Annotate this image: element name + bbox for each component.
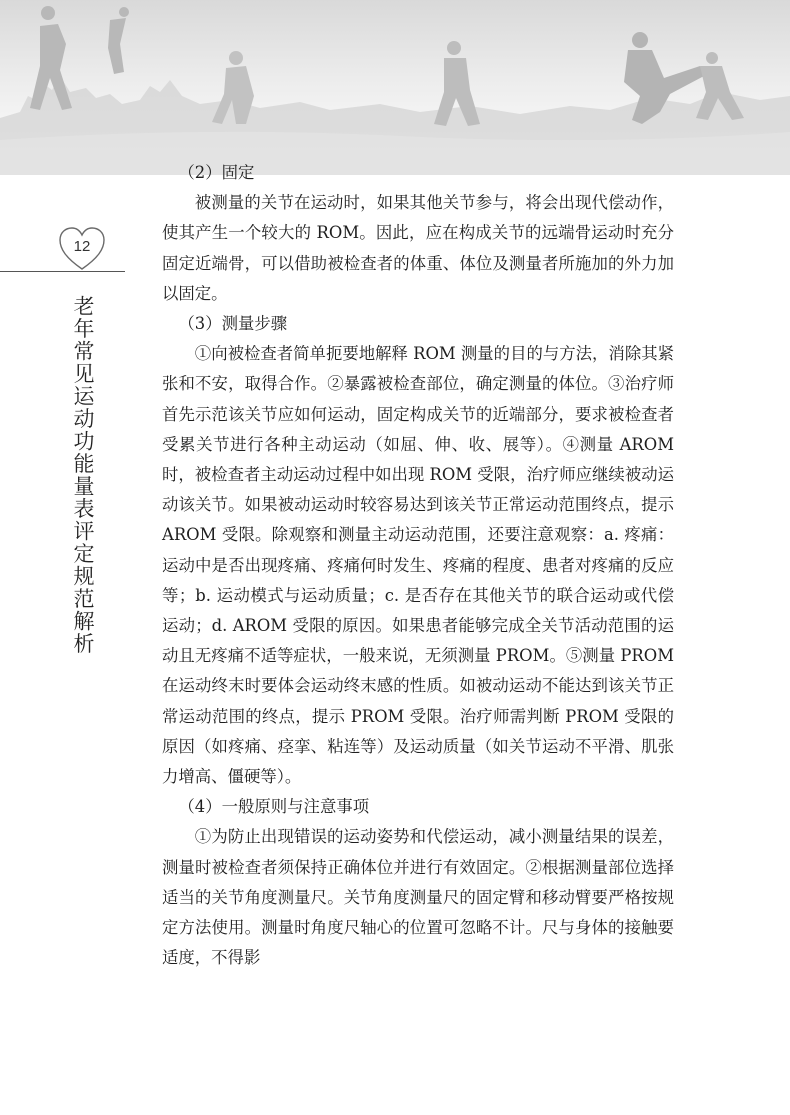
page-number-badge bbox=[58, 226, 106, 272]
header-banner bbox=[0, 0, 790, 175]
section-heading: （3）测量步骤 bbox=[178, 314, 288, 334]
sports-silhouette-decoration bbox=[0, 0, 790, 175]
section-heading: （4）一般原则与注意事项 bbox=[178, 797, 370, 817]
paragraph: 被测量的关节在运动时，如果其他关节参与，将会出现代偿动作，使其产生一个较大的 ROM。因此，应在构成关节的远端骨运动时充分固定近端骨，可以借助被检查者的体重、体位及测量者所施加的外力加以固定。 bbox=[162, 193, 674, 303]
side-divider bbox=[0, 271, 125, 272]
section-heading: （2）固定 bbox=[178, 163, 255, 182]
page-number: 12 bbox=[73, 238, 91, 255]
main-text bbox=[162, 158, 674, 973]
book-title: 老年常见运动功能量表评定规范解析 bbox=[71, 295, 95, 655]
paragraph: ①为防止出现错误的运动姿势和代偿运动，减小测量结果的误差，测量时被检查者须保持正确体位并进行有效固定。②根据测量部位选择适当的关节角度测量尺。关节角度测量尺的固定臂和移动臂要严格按规定方法使用。测量时角度尺轴心的位置可忽略不计。尺与身体的接触要适度，不得影 bbox=[162, 827, 674, 968]
paragraph: ①向被检查者简单扼要地解释 ROM 测量的目的与方法，消除其紧张和不安，取得合作。②暴露被检查部位，确定测量的体位。③治疗师首先示范该关节应如何运动，固定构成关节的近端部分，要求被检查者受累关节进行各种主动运动（如屈、伸、收、展等）。④测量 AROM 时，被检查者主动运动过程中如出现 ROM 受限，治疗师应继续被动运动该关节。如果被动运动时较容易达到该关节正常运动范围终点，提示 AROM 受限。除观察和测量主动运动范围，还要注意观察：a. 疼痛：运动中是否出现疼痛、疼痛何时发生、疼痛的程度、患者对疼痛的反应等；b. 运动模式与运动质量；c. 是否存在其他关节的联合运动或代偿运动；d. AROM 受限的原因。如果患者能够完成全关节活动范围的运动且无疼痛不适等症状，一般来说，无须测量 PROM。⑤测量 PROM 在运动终末时要体会运动终末感的性质。如被动运动不能达到该关节正常运动范围的终点，提示 PROM 受限。治疗师需判断 PROM 受限的原因（如疼痛、痉挛、粘连等）及运动质量（如关节运动不平滑、肌张力增高、僵硬等）。 bbox=[162, 344, 674, 787]
